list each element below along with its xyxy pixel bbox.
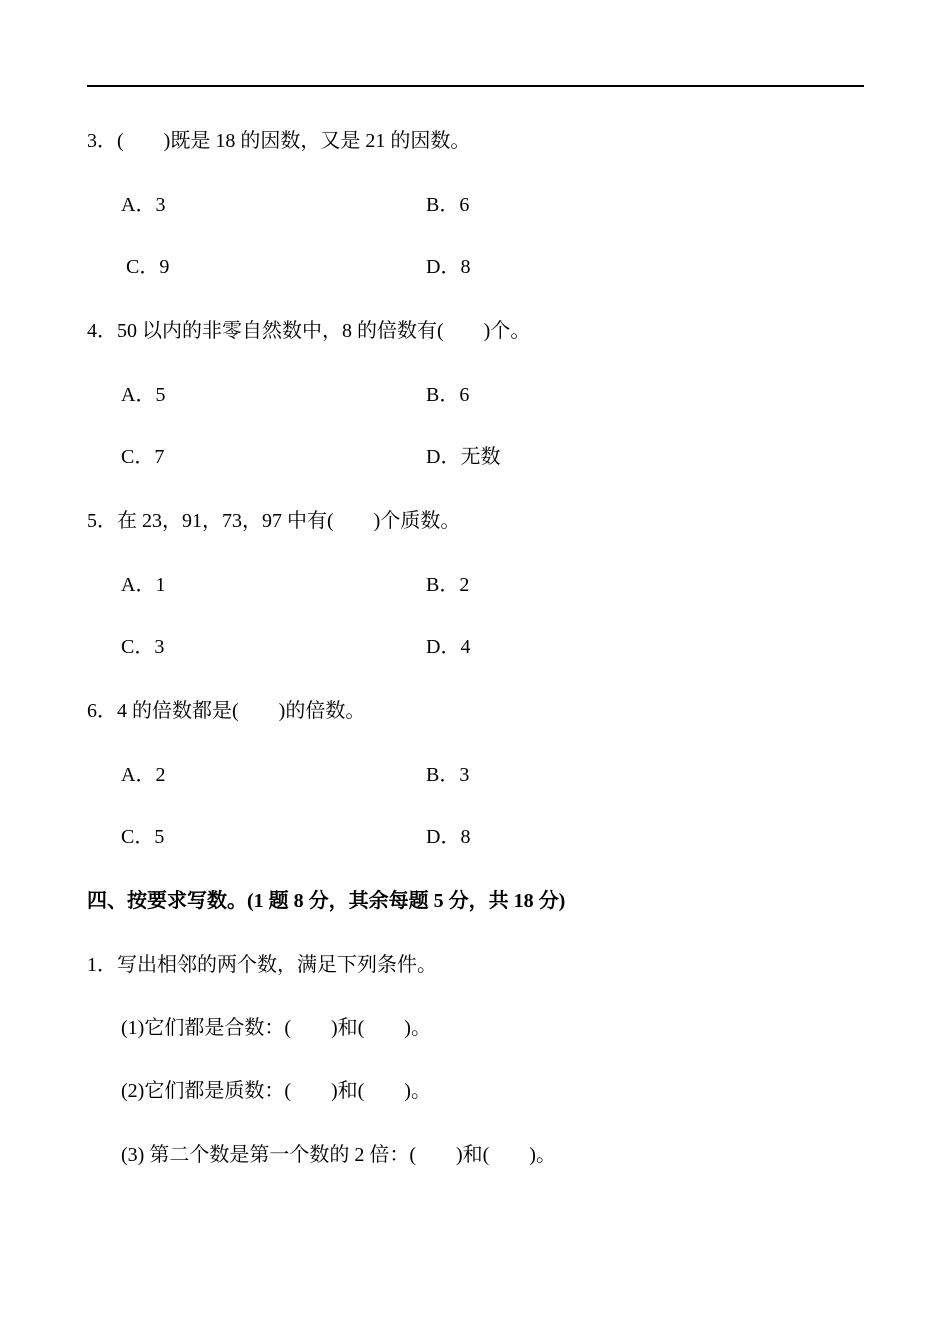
section-4-question-1-stem: 1．写出相邻的两个数，满足下列条件。 [87,954,437,976]
section-4-question-1-part-1: (1)它们都是合数：( )和( )。 [121,1017,431,1039]
section-4-question-1-part-2: (2)它们都是质数：( )和( )。 [121,1080,431,1102]
question-4-stem: 4．50 以内的非零自然数中，8 的倍数有( )个。 [87,320,531,342]
question-6-stem: 6．4 的倍数都是( )的倍数。 [87,700,366,722]
section-4-question-1-part-3: (3) 第二个数是第一个数的 2 倍：( )和( )。 [121,1144,556,1166]
question-3-option-a: A．3 [121,194,166,216]
question-5-stem: 5．在 23，91，73，97 中有( )个质数。 [87,510,461,532]
question-6-option-c: C．5 [121,826,165,848]
question-6-option-d: D．8 [426,826,471,848]
question-3-option-c: C．9 [121,256,170,278]
question-5-option-d: D．4 [426,636,471,658]
question-3-option-b: B．6 [426,194,470,216]
question-4-option-b: B．6 [426,384,470,406]
question-5-option-b: B．2 [426,574,470,596]
section-4-heading: 四、按要求写数。(1 题 8 分，其余每题 5 分，共 18 分) [87,890,566,912]
question-5-option-c: C．3 [121,636,165,658]
question-3-stem: 3．( )既是 18 的因数，又是 21 的因数。 [87,130,471,152]
question-6-option-b: B．3 [426,764,470,786]
question-5-option-a: A．1 [121,574,166,596]
question-3-option-d: D．8 [426,256,471,278]
top-divider [87,85,864,87]
question-4-option-d: D．无数 [426,446,501,468]
question-6-option-a: A．2 [121,764,166,786]
question-4-option-a: A．5 [121,384,166,406]
question-4-option-c: C．7 [121,446,165,468]
